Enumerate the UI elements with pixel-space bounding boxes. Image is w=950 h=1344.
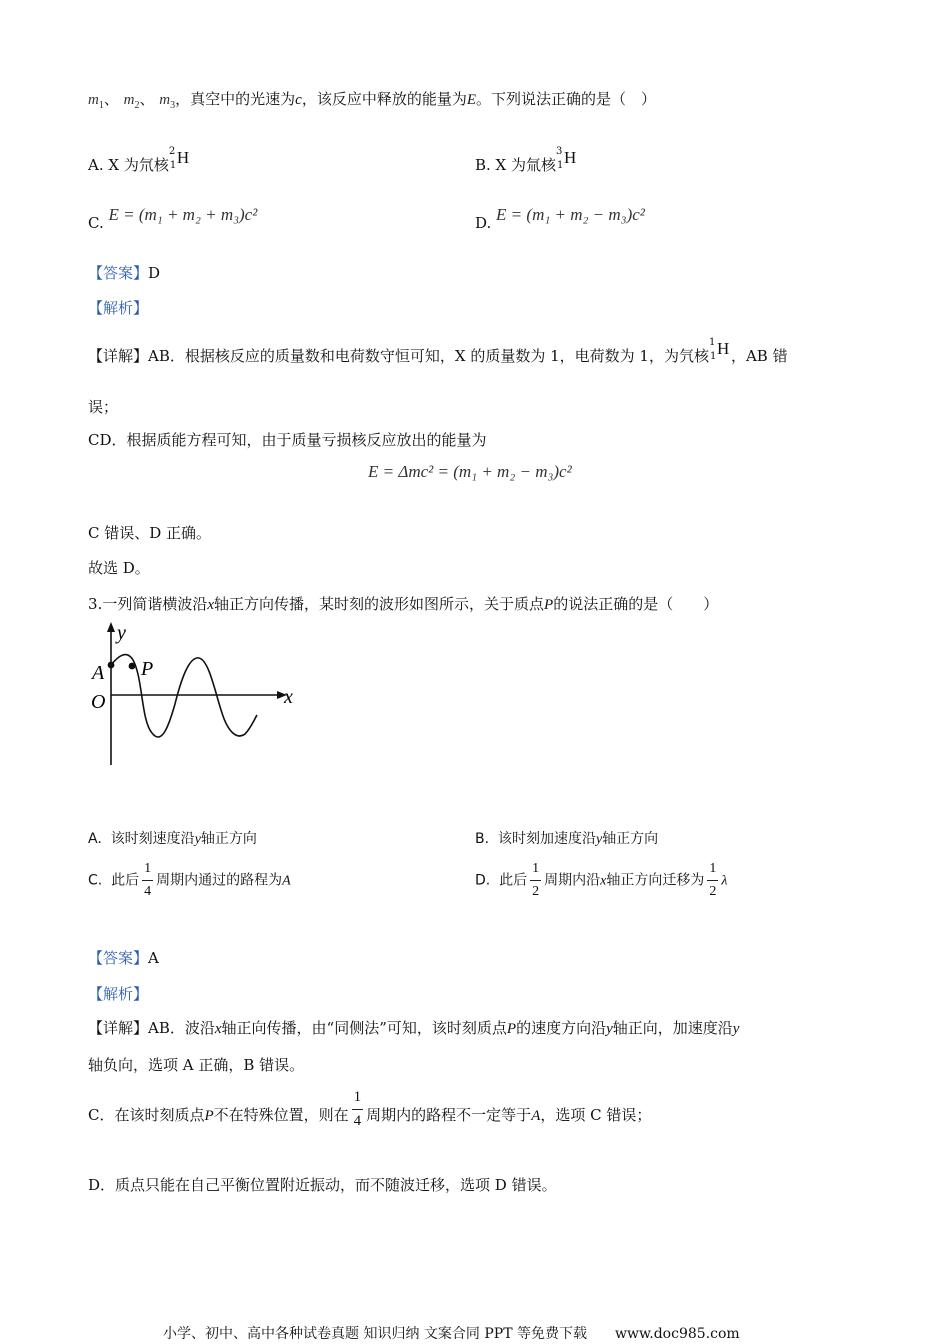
q3-detail-line2: 轴负向，选项 A 正确，B 错误。 — [88, 1056, 305, 1074]
q3-detail-line1: 【详解】AB．波沿x轴正向传播，由“同侧法”可知，该时刻质点P的速度方向沿y轴正向，加速度沿y — [88, 1019, 740, 1037]
q3-option-b: B. 该时刻加速度沿y轴正方向 — [475, 831, 659, 847]
q3-option-c: C. 此后 $\frac{1}{4}$ 周期内通过的路程为A — [88, 861, 291, 899]
point-p-dot — [129, 663, 136, 670]
deuterium-symbol: 2 1 H — [168, 146, 190, 171]
q3-option-d: D. 此后 $\frac{1}{2}$ 周期内沿x轴正方向迁移为 $\frac{1}{2}$ λ — [475, 861, 728, 899]
wave-figure — [85, 620, 315, 770]
fraction-one-quarter: $\frac{1}{4}$ — [144, 861, 152, 899]
fraction-one-quarter-detail: $\frac{1}{4}$ — [353, 1089, 362, 1129]
q2-stem: $m_1$、 $m_2$、 $m_3$，真空中的光速为c，该反应中释放的能量为E。下列说法正确的是（ ） — [88, 90, 657, 111]
q2-detail-line4: C 错误、D 正确。 — [88, 524, 212, 542]
q3-answer: 【答案】A — [88, 949, 159, 967]
y-axis-arrow — [107, 622, 115, 632]
y-axis-label: y — [117, 622, 126, 644]
x-axis-label: x — [284, 686, 293, 708]
q2-detail-line2: 误； — [88, 398, 119, 416]
point-a-label: A — [92, 662, 105, 684]
q3-stem: 3.一列简谐横波沿x轴正方向传播，某时刻的波形如图所示，关于质点P的说法正确的是（ ） — [88, 595, 719, 613]
q3-detail-line3: C．在该时刻质点P不在特殊位置，则在 $\frac{1}{4}$ 周期内的路程不一定等于A，选项 C 错误； — [88, 1089, 652, 1129]
q2-analysis-tag: 【解析】 — [88, 299, 149, 317]
q2-option-c: C. E = (m₁ + m₂ + m₃)c² — [88, 205, 258, 232]
q2-detail-line1: 【详解】AB．根据核反应的质量数和电荷数守恒可知，X 的质量数为 1，电荷数为 1，为氕核 1 1 H ，AB 错 — [88, 337, 788, 365]
point-p-label: P — [141, 658, 154, 680]
protium-symbol: 1 1 H — [708, 337, 730, 362]
fraction-one-half-lambda: $\frac{1}{2}$ — [709, 861, 717, 899]
q2-answer: 【答案】D — [88, 264, 161, 282]
q2-option-b: B. X 为氚核 3 1 H — [475, 146, 577, 174]
fraction-one-half: $\frac{1}{2}$ — [532, 861, 540, 899]
q2-detail-line3: CD．根据质能方程可知，由于质量亏损核反应放出的能量为 — [88, 431, 487, 449]
q2-energy-formula: E = Δmc² = (m₁ + m₂ − m₃)c² — [368, 462, 572, 481]
origin-label: O — [91, 691, 106, 713]
page-footer: 小学、初中、高中各种试卷真题 知识归纳 文案合同 PPT 等免费下载 www.doc985.com — [163, 1326, 740, 1342]
point-a-dot — [108, 662, 115, 669]
q2-option-d: D. E = (m₁ + m₂ − m₃)c² — [475, 205, 645, 232]
q2-option-a: A. X 为氘核 2 1 H — [88, 146, 190, 174]
q2-detail-line5: 故选 D。 — [88, 559, 150, 577]
q3-detail-line4: D．质点只能在自己平衡位置附近振动，而不随波迁移，选项 D 错误。 — [88, 1176, 557, 1194]
tritium-symbol: 3 1 H — [556, 146, 577, 171]
q3-analysis-tag: 【解析】 — [88, 985, 149, 1003]
q3-option-a: A. 该时刻速度沿y轴正方向 — [88, 831, 257, 847]
